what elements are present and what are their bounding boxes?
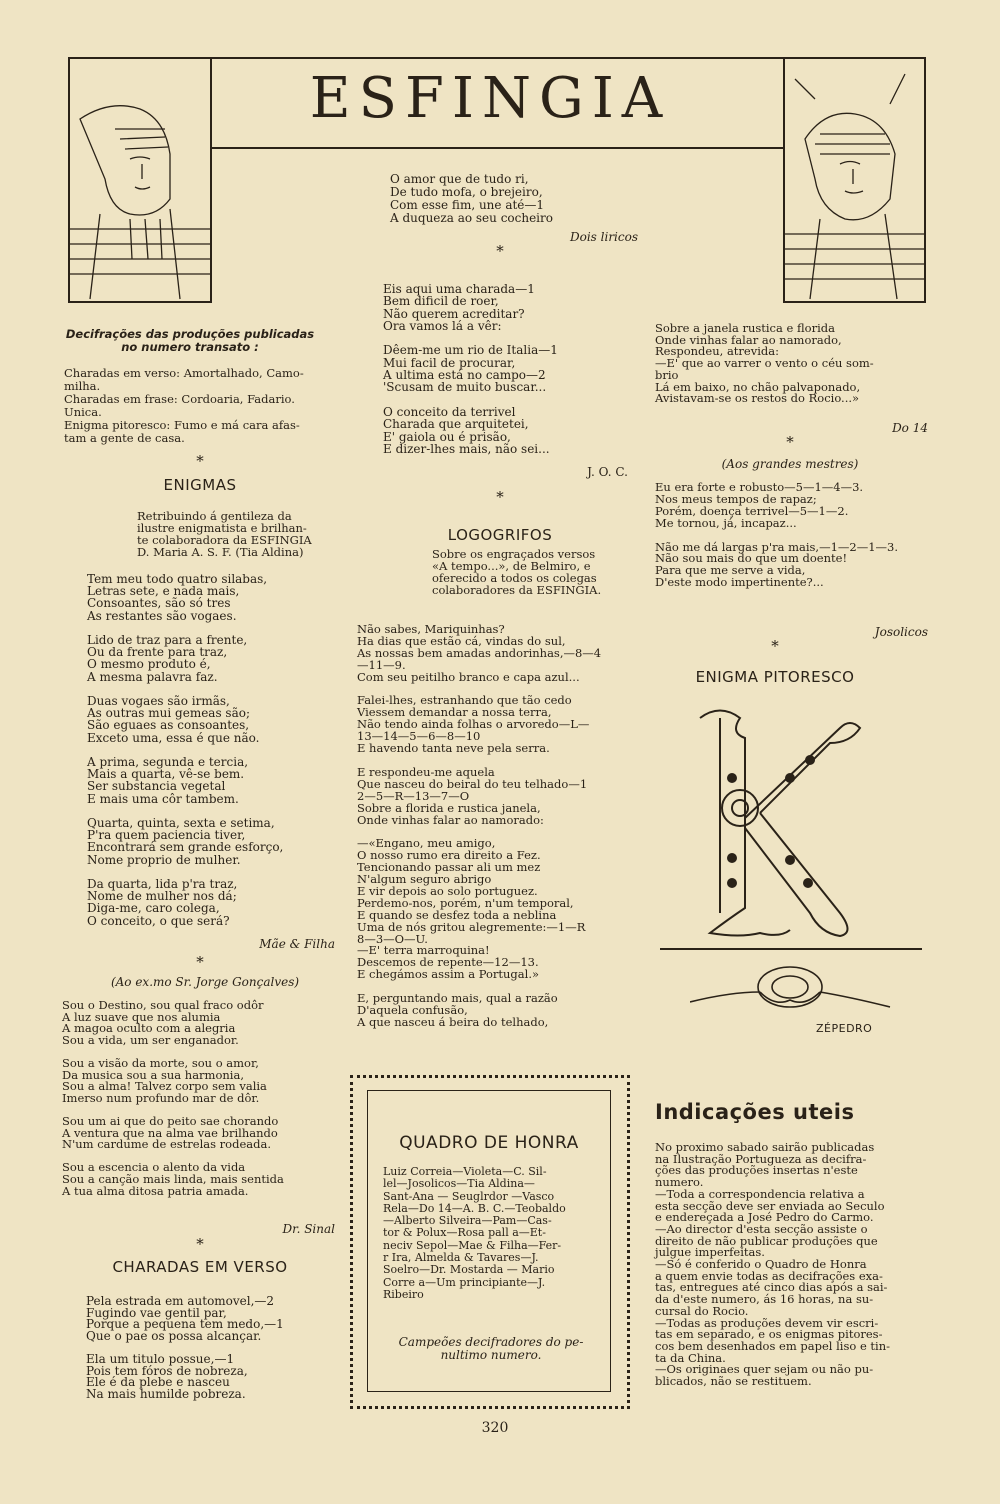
- charada-2-author: J. O. C.: [587, 465, 628, 479]
- indicacoes-title: Indicações uteis: [655, 1100, 855, 1124]
- enigma-1-author: Mãe & Filha: [259, 937, 335, 951]
- decifracoes-title: Decifrações das produções publicadas no numero transato :: [65, 327, 315, 354]
- charada-2-verses: Eis aqui uma charada—1 Bem dificil de roer, Não querem acreditar? Ora vamos lá a vêr: Dêem-me um rio de Italia—1 Mui facil de procurar, A ultima está no campo—2 'Scusam de muito buscar... O conceito da terrivel Charada que arquitetei, E' gaiola ou é prisão, E dizer-lhes mais, não sei...: [383, 282, 558, 456]
- rope-knot-drawing: [690, 962, 900, 1022]
- enigma-1-verses: Tem meu todo quatro silabas, Letras sete, e nada mais, Consoantes, são só tres As restantes são vogaes. Lido de traz para a frente, Ou da frente para traz, O mesmo produto é, A mesma palavra faz. Duas vogaes são irmãs, As outras mui gemeas são; São eguaes as consoantes, Exceto uma, essa é que não. A prima, segunda e tercia, Mais a quarta, vê-se bem. Ser substancia vegetal E mais uma côr tambem. Quarta, quinta, sexta e setima, P'ra quem paciencia tiver, Encontrará sem grande esforço, Nome proprio de mulher. Da quarta, lida p'ra traz, Nome de mulher nos dá; Diga-me, caro colega, O conceito, o que será?: [87, 572, 284, 928]
- illustrator-signature: ZÉPEDRO: [816, 1022, 873, 1035]
- section-divider-star: *: [786, 433, 794, 451]
- enigma-pitoresco-title: ENIGMA PITORESCO: [695, 668, 855, 686]
- logogrifo-author: Do 14: [892, 421, 928, 435]
- page-title: ESFINGIA: [309, 66, 671, 131]
- charadas-em-verso-title: CHARADAS EM VERSO: [112, 1258, 288, 1276]
- charadas-em-verso-verses: Pela estrada em automovel,—2 Fugindo vae gentil par, Porque a pequena tem medo,—1 Que o pae os possa alcançar. Ela um titulo possue,—1 Pois tem fóros de nobreza, Ele é da plebe e nasceu Na mais humilde pobreza.: [86, 1294, 284, 1401]
- logogrifo-continuation: Sobre a janela rustica e florida Onde vinhas falar ao namorado, Respondeu, atrevida: —E' que ao varrer o vento o céu som- brio Lá em baixo, no chão palvaponado, Avistavam-se os restos do Rocio...»: [655, 321, 874, 406]
- decifracoes-list: Charadas em verso: Amortalhado, Camo- milha. Charadas em frase: Cordoaria, Fadario. Unica. Enigma pitoresco: Fumo e má cara afas- tam a gente de casa.: [64, 366, 304, 445]
- page-number: 320: [481, 1420, 509, 1436]
- enigma-2-author: Dr. Sinal: [282, 1222, 335, 1236]
- charada-verses: Eu era forte e robusto—5—1—4—3. Nos meus tempos de rapaz; Porém, doença terrivel—5—1—2. Me tornou, já, incapaz... Não me dá largas p'ra mais,—1—2—1—3. Não sou mais do que um doente! Para que me serve a vida, D'este modo impertinente?...: [655, 480, 898, 590]
- section-divider-star: *: [196, 1235, 204, 1253]
- quadro-de-honra-box: [350, 1075, 630, 1409]
- charada-top-verses: O amor que de tudo ri, De tudo mofa, o brejeiro, Com esse fim, une até—1 A duqueza ao seu cocheiro: [390, 172, 553, 225]
- sphinx-right-illustration: [783, 57, 926, 303]
- enigmas-title: ENIGMAS: [163, 476, 237, 494]
- enigma-2-verses: Sou o Destino, sou qual fraco odôr A luz suave que nos alumia A magoa oculto com a alegria Sou a vida, um ser enganador. Sou a visão da morte, sou o amor, Da musica sou a sua harmonia, Sou a alma! Talvez corpo sem valia Imerso num profundo mar de dôr. Sou um ai que do peito sae chorando A ventura que na alma vae brilhando N'um cardume de estrelas rodeada. Sou a escencia o alento da vida Sou a canção mais linda, mais sentida A tua alma ditosa patria amada.: [62, 998, 284, 1198]
- quadro-title: QUADRO DE HONRA: [399, 1133, 579, 1153]
- section-divider-star: *: [496, 242, 504, 260]
- charada-dedication: (Aos grandes mestres): [721, 457, 859, 471]
- enigmas-dedication: Retribuindo á gentileza da ilustre enigmatista e brilhan- te colaboradora da ESFINGIA D. Maria A. S. F. (Tia Aldina): [137, 509, 312, 559]
- sphinx-left-illustration: [68, 57, 212, 303]
- charada-top-author: Dois liricos: [569, 230, 638, 244]
- logogrifos-title: LOGOGRIFOS: [447, 526, 553, 544]
- section-divider-star: *: [196, 452, 204, 470]
- illustration-baseline: [660, 948, 922, 950]
- section-divider-star: *: [196, 953, 204, 971]
- quadro-footer: Campeões decifradores do pe- nultimo numero.: [398, 1335, 584, 1362]
- charada-author: Josolicos: [874, 625, 928, 639]
- enigma-pitoresco-illustration: [690, 698, 870, 943]
- quadro-names: Luiz Correia—Violeta—C. Sil- lel—Josolicos—Tia Aldina— Sant-Ana — Seuglrdor —Vasco Rela—Do 14—A. B. C.—Teobaldo —Alberto Silveira—Pam—Cas- tor & Polux—Rosa pall a—Et- neciv Sepol—Mae & Filha—Fer- r Ira, Almelda & Tavares—J. Soelro—Dr. Mostarda — Mario Corre a—Um principiante—J. Ribeiro: [383, 1165, 566, 1301]
- indicacoes-text: No proximo sabado sairão publicadas na Ilustração Portugueza as decifra- ções das produções insertas n'este numero. —Toda a correspondencia relativa a esta secção deve ser enviada ao Seculo e endereçada a José Pedro do Carmo. —Ao director d'esta secção assiste o direito de não publicar produções que julgue imperfeitas. —Só é conferido o Quadro de Honra a quem envie todas as decifrações exa- tas, entregues até cinco dias após a sai- da d'este numero, ás 16 horas, na su- cursal do Rocio. —Todas as produções devem vir escri- tas em separado, e os enigmas pitores- cos bem desenhados em papel liso e tin- ta da China. —Os originaes quer sejam ou não pu- blicados, não se restituem.: [655, 1140, 891, 1389]
- enigma-2-dedication: (Ao ex.mo Sr. Jorge Gonçalves): [110, 975, 300, 989]
- section-divider-star: *: [771, 637, 779, 655]
- logogrifos-dedication: Sobre os engraçados versos «A tempo...», de Belmiro, e oferecido a todos os colegas colaboradores da ESFINGIA.: [432, 547, 602, 597]
- logogrifos-verses: Não sabes, Mariquinhas? Ha dias que estão cá, vindas do sul, As nossas bem amadas andorinhas,—8—4 —11—9. Com seu peitilho branco e capa azul... Falei-lhes, estranhando que tão cedo Viessem demandar a nossa terra, Não tendo ainda folhas o arvoredo—L— 13—14—5—6—8—10 E havendo tanta neve pela serra. E respondeu-me aquela Que nasceu do beiral do teu telhado—1 2—5—R—13—7—O Sobre a florida e rustica janela, Onde vinhas falar ao namorado: —«Engano, meu amigo, O nosso rumo era direito a Fez. Tencionando passar ali um mez N'algum seguro abrigo E vir depois ao solo portuguez. Perdemo-nos, porém, n'um temporal, E quando se desfez toda a neblina Uma de nós gritou alegremente:—1—R 8—3—O—U. —E' terra marroquina! Descemos de repente—12—13. E chegámos assim a Portugal.» E, perguntando mais, qual a razão D'aquela confusão, A que nasceu á beira do telhado,: [357, 622, 602, 1029]
- section-divider-star: *: [496, 488, 504, 506]
